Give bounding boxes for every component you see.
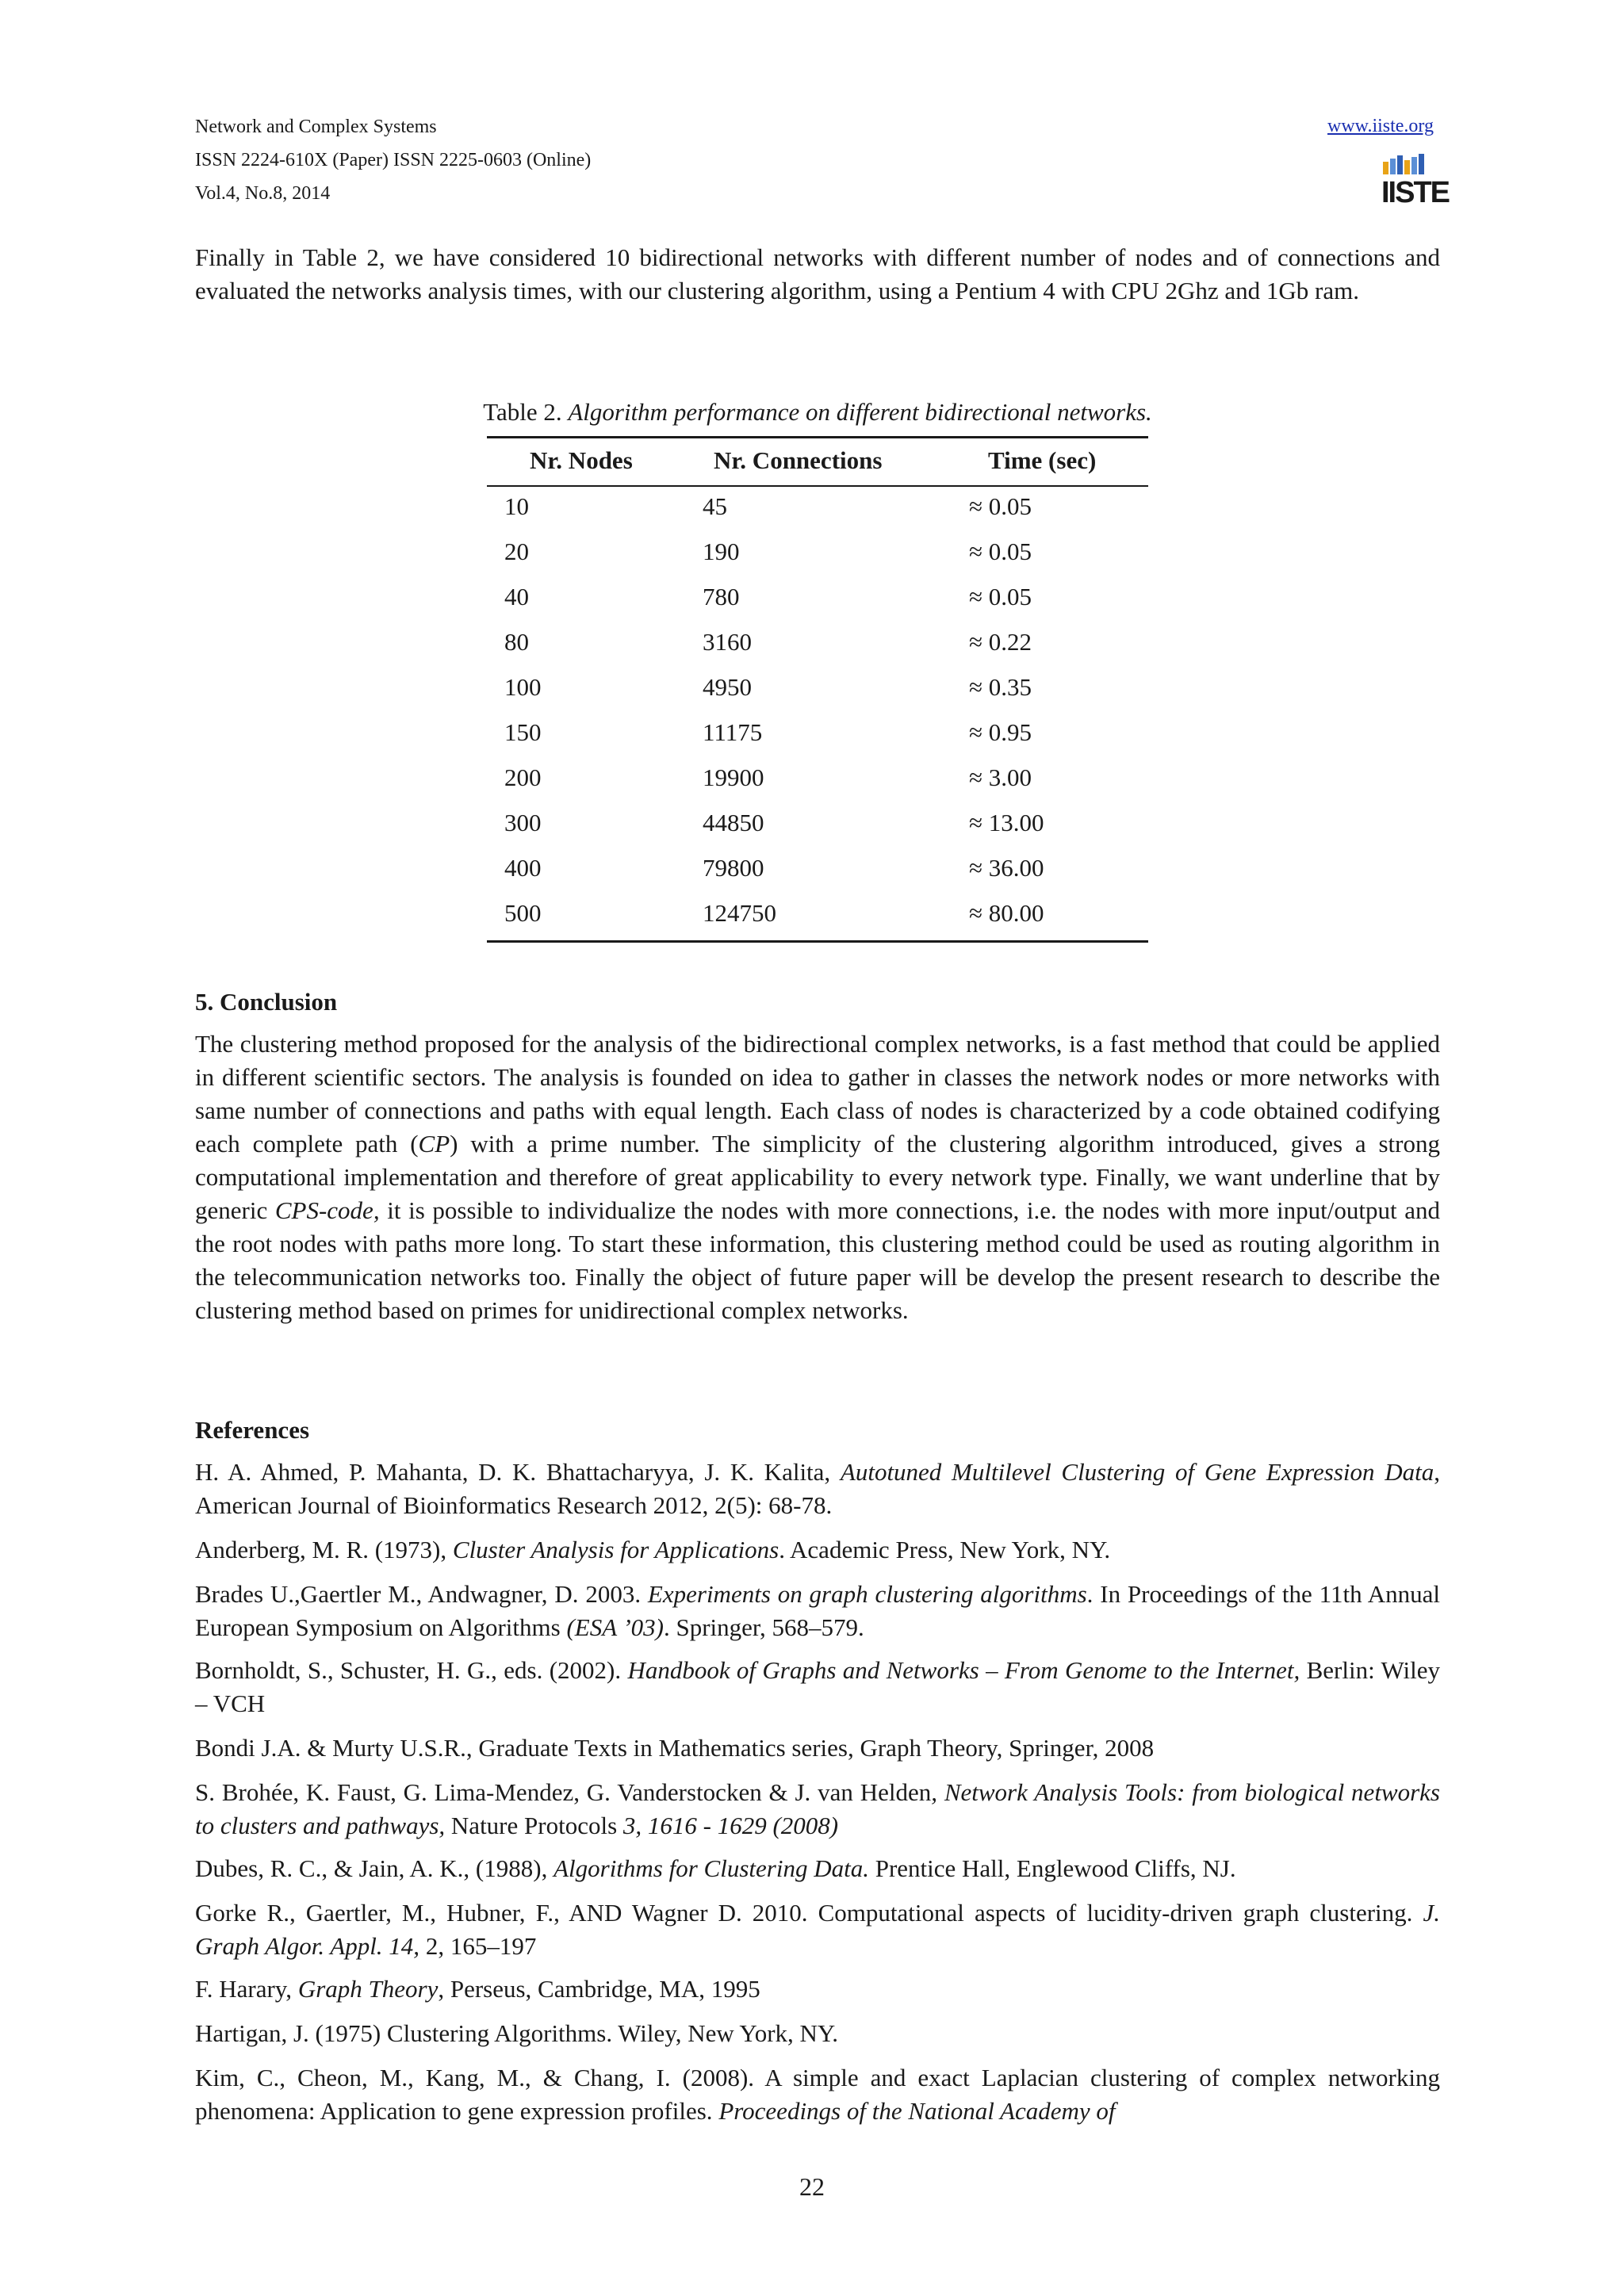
cell-time: ≈ 80.00 (969, 898, 1044, 927)
performance-table (487, 438, 1148, 936)
ref-title: Algorithms for Clustering Data. (553, 1854, 869, 1882)
conclusion-cp: CP (418, 1130, 450, 1158)
reference-item (195, 2061, 1440, 2128)
header-connections: Nr. Connections (714, 446, 883, 474)
header-time: Time (sec) (988, 446, 1097, 474)
table-row (487, 890, 1148, 936)
cell-nodes: 20 (504, 537, 529, 565)
cell-connections: 19900 (703, 763, 764, 791)
table-row (487, 800, 1148, 845)
cell-time: ≈ 0.05 (969, 582, 1032, 610)
table-bottom-rule (487, 940, 1148, 943)
ref-text: . Springer, 568–579. (663, 1613, 864, 1641)
journal-url-link[interactable]: www.iiste.org (1327, 116, 1434, 136)
ref-text: Nature Protocols (445, 1812, 623, 1839)
ref-text: . In Proceedings of the 11th Annual European Symposium on Algorithms (195, 1580, 1440, 1641)
cell-nodes: 100 (504, 672, 542, 701)
conclusion-text-1: The clustering method proposed for the analysis of the bidirectional complex networks, is a fast method that could be applied in different scientific sectors. The analysis is founded on idea to gather in classes the network nodes or more networks with same number of connections and paths with equal length. Each class of nodes is characterized by a code obtained codifying each complete path ( (195, 1030, 1440, 1158)
ref-text: Dubes, R. C., & Jain, A. K., (1988), (195, 1854, 554, 1882)
ref-title: Graph Theory (297, 1975, 439, 2003)
ref-text: , American Journal of Bioinformatics Research 2012, 2(5): 68-78. (195, 1458, 1440, 1519)
ref-text: Bondi J.A. & Murty U.S.R., Graduate Texts in Mathematics series, Graph Theory, Springer, 2008 (195, 1734, 1155, 1762)
ref-text: 2, 165–197 (419, 1932, 537, 1960)
conclusion-text-3: it is possible to individualize the nodes with more connections, i.e. the nodes with more input/output and the root nodes with paths more long. To start these information, this clustering method could be used as routing algorithm in the telecommunication networks too. Finally the object of future paper will be develop the present research to describe the clustering method based on primes for unidirectional complex networks. (195, 1196, 1440, 1324)
cell-connections: 780 (703, 582, 740, 610)
ref-text: Brades U.,Gaertler M., Andwagner, D. 2003. (195, 1580, 648, 1608)
reference-item (195, 1578, 1440, 1644)
volume-line: Vol.4, No.8, 2014 (195, 183, 331, 204)
cell-time: ≈ 0.95 (969, 718, 1032, 746)
table-row (487, 845, 1148, 890)
cell-connections: 124750 (703, 898, 776, 927)
ref-title: Autotuned Multilevel Clustering of Gene Expression Data (840, 1458, 1434, 1486)
ref-text: Anderberg, M. R. (1973), (195, 1536, 453, 1563)
ref-title: 3, 1616 - 1629 (2008) (622, 1812, 839, 1839)
logo-bar-1 (1383, 162, 1388, 174)
cell-connections: 3160 (703, 627, 752, 656)
ref-title: Experiments on graph clustering algorithms (647, 1580, 1087, 1608)
ref-title: Cluster Analysis for Applications (452, 1536, 779, 1563)
reference-item (195, 1896, 1440, 1963)
conclusion-paragraph (195, 1027, 1440, 1327)
ref-text: Hartigan, J. (1975) Clustering Algorithms. Wiley, New York, NY. (195, 2019, 839, 2047)
reference-item (195, 1533, 1440, 1567)
cell-connections: 45 (703, 492, 727, 520)
cell-connections: 190 (703, 537, 740, 565)
reference-item (195, 1852, 1440, 1885)
logo-bar-6 (1419, 154, 1424, 174)
conclusion-cps-code: CPS-code, (274, 1196, 380, 1224)
table-header-row (487, 438, 1148, 484)
cell-nodes: 80 (504, 627, 529, 656)
cell-connections: 11175 (703, 718, 763, 746)
ref-text: , Perseus, Cambridge, MA, 1995 (438, 1975, 760, 2003)
ref-title: (ESA ’03) (566, 1613, 664, 1641)
logo-bar-5 (1411, 157, 1417, 174)
journal-name: Network and Complex Systems (195, 117, 437, 137)
cell-nodes: 400 (504, 853, 542, 882)
conclusion-text-2: ) with a prime number. The simplicity of the clustering algorithm introduced, gives a strong computational implementation and therefore of great applicability to every network type. Finally, we want underline that by generic (195, 1130, 1440, 1224)
reference-item (195, 1456, 1440, 1522)
table-row (487, 755, 1148, 800)
table-row (487, 664, 1148, 710)
references-heading: References (195, 1416, 310, 1444)
cell-nodes: 500 (504, 898, 542, 927)
cell-nodes: 10 (504, 492, 529, 520)
ref-text: Prentice Hall, Englewood Cliffs, NJ. (868, 1854, 1236, 1882)
ref-text: F. Harary, (195, 1975, 298, 2003)
intro-paragraph: Finally in Table 2, we have considered 10 bidirectional networks with different number of nodes and of connections and evaluated the networks analysis times, with our clustering algorithm, using a Pentium 4 with CPU 2Ghz and 1Gb ram. (195, 243, 1440, 304)
logo-bar-2 (1390, 159, 1396, 174)
cell-time: ≈ 0.22 (969, 627, 1032, 656)
iiste-logo (1381, 143, 1450, 209)
ref-text: Bornholdt, S., Schuster, H. G., eds. (2002). (195, 1656, 628, 1684)
cell-connections: 4950 (703, 672, 752, 701)
ref-title: , Network Analysis Tools: from biological networks to clusters and pathways, (195, 1778, 1440, 1839)
conclusion-heading: 5. Conclusion (195, 988, 338, 1016)
ref-text: Gorke R., Gaertler, M., Hubner, F., AND Wagner D. 2010. Computational aspects of lucidity-driven graph clustering. (195, 1899, 1423, 1927)
table-row (487, 529, 1148, 574)
logo-bar-3 (1397, 155, 1403, 174)
ref-title: Handbook of Graphs and Networks – From Genome to the Internet, (627, 1656, 1300, 1684)
table-caption (195, 396, 1440, 428)
reference-item (195, 1732, 1440, 1765)
ref-title: J. Graph Algor. Appl. 14, (195, 1899, 1440, 1960)
reference-item (195, 2017, 1440, 2050)
cell-time: ≈ 36.00 (969, 853, 1044, 882)
cell-time: ≈ 0.05 (969, 537, 1032, 565)
cell-nodes: 300 (504, 808, 542, 836)
table-caption-label: Table 2. (483, 398, 562, 426)
cell-nodes: 40 (504, 582, 529, 610)
table-caption-text: Algorithm performance on different bidirectional networks. (568, 398, 1152, 426)
issn-line: ISSN 2224-610X (Paper) ISSN 2225-0603 (Online) (195, 150, 592, 170)
ref-text: Kim, C., Cheon, M., Kang, M., & Chang, I. (2008). A simple and exact Laplacian clustering of complex networking phenomena: Application to gene expression profiles. (195, 2064, 1440, 2125)
cell-connections: 44850 (703, 808, 764, 836)
cell-time: ≈ 0.35 (969, 672, 1032, 701)
ref-text: S. Brohée, K. Faust, G. Lima-Mendez, G. Vanderstocken & J. van Helden (195, 1778, 932, 1806)
table-row (487, 574, 1148, 619)
ref-text: Berlin: Wiley – VCH (195, 1656, 1440, 1717)
cell-time: ≈ 13.00 (969, 808, 1044, 836)
page-number: 22 (799, 2172, 825, 2201)
ref-text: H. A. Ahmed, P. Mahanta, D. K. Bhattacharyya, J. K. Kalita, (195, 1458, 841, 1486)
reference-item (195, 1973, 1440, 2006)
reference-item (195, 1654, 1440, 1720)
cell-time: ≈ 3.00 (969, 763, 1032, 791)
cell-nodes: 150 (504, 718, 542, 746)
table-row (487, 710, 1148, 755)
cell-nodes: 200 (504, 763, 542, 791)
logo-bar-4 (1404, 160, 1410, 174)
header-nodes: Nr. Nodes (530, 446, 633, 474)
table-row (487, 484, 1148, 529)
reference-item (195, 1776, 1440, 1843)
logo-text: IISTE (1381, 176, 1450, 209)
cell-connections: 79800 (703, 853, 764, 882)
cell-time: ≈ 0.05 (969, 492, 1032, 520)
ref-title: Proceedings of the National Academy of (718, 2097, 1116, 2125)
table-row (487, 619, 1148, 664)
ref-text: . Academic Press, New York, NY. (779, 1536, 1111, 1563)
